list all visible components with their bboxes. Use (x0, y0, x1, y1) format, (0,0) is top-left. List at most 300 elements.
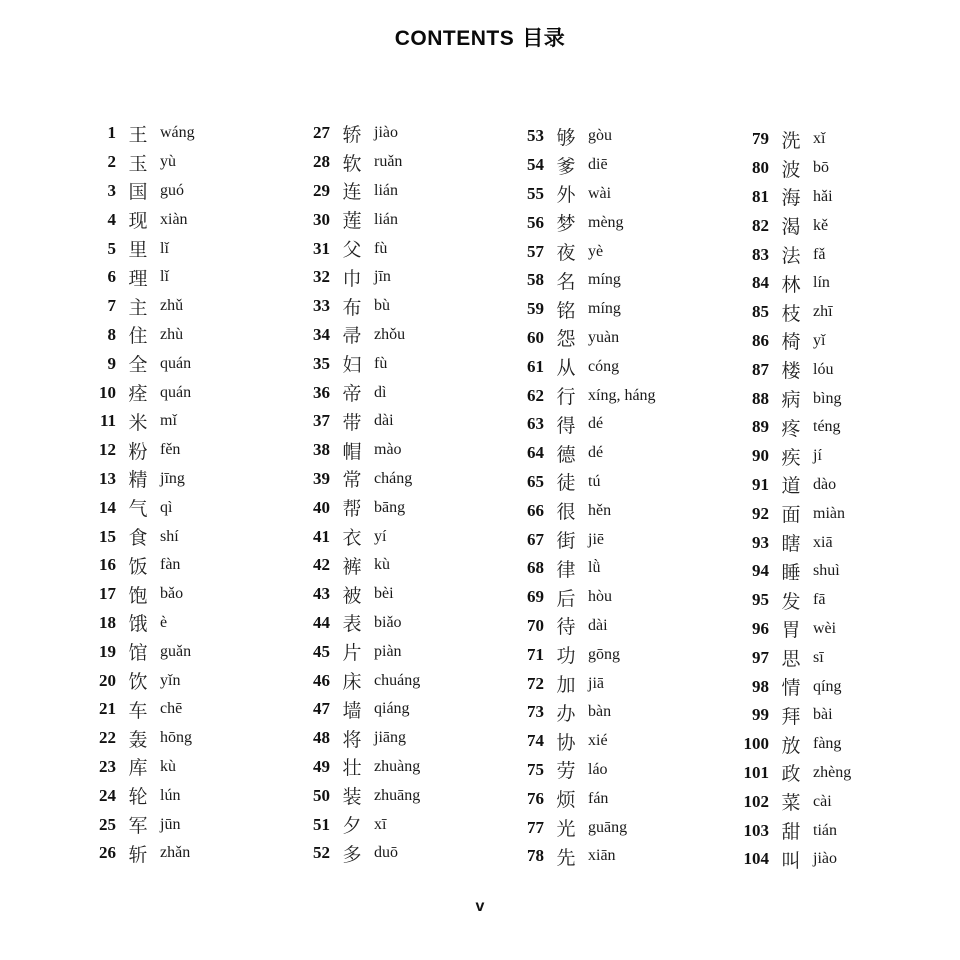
contents-entry (294, 580, 420, 609)
entry-number: 21 (99, 699, 116, 719)
entry-pinyin: bǎo (160, 585, 184, 603)
entry-number: 9 (107, 353, 116, 373)
entry-number: 70 (527, 615, 544, 635)
entry-character: 壮 (342, 757, 362, 780)
contents-entry (508, 122, 656, 151)
entry-number: 58 (527, 270, 544, 290)
entry-pinyin: jīng (160, 469, 185, 487)
entry-pinyin: xiā (813, 533, 833, 551)
entry-character: 瞎 (781, 533, 801, 556)
entry-number: 87 (752, 359, 769, 379)
entry-character: 里 (128, 239, 148, 262)
entry-pinyin: jí (813, 447, 822, 465)
entry-pinyin: yuàn (588, 328, 620, 346)
entry-number: 74 (527, 731, 544, 751)
entry-number: 36 (313, 382, 330, 402)
entry-pinyin: chuáng (374, 671, 421, 689)
entry-character: 理 (128, 267, 148, 290)
contents-entry (733, 413, 851, 442)
entry-character: 椅 (781, 331, 801, 354)
entry-pinyin: zhǔ (160, 297, 184, 315)
entry-pinyin: è (160, 613, 168, 631)
entry-pinyin: bō (813, 159, 829, 177)
contents-entry (508, 439, 656, 468)
entry-number: 7 (107, 296, 116, 316)
entry-number: 24 (99, 785, 116, 805)
entry-character: 菜 (781, 792, 801, 815)
entry-number: 52 (313, 843, 330, 863)
contents-entry (733, 240, 851, 269)
entry-number: 54 (527, 155, 544, 175)
entry-character: 装 (342, 786, 362, 809)
contents-entry (733, 528, 851, 557)
entry-number: 5 (107, 238, 116, 258)
contents-entry (733, 269, 851, 298)
entry-number: 4 (107, 209, 116, 229)
contents-entry (80, 263, 195, 292)
entry-character: 墙 (342, 699, 362, 722)
entry-number: 94 (752, 561, 769, 581)
entry-number: 95 (752, 590, 769, 610)
contents-entry (508, 237, 656, 266)
entry-pinyin: zhǎn (160, 844, 191, 862)
entry-pinyin: bài (813, 706, 833, 724)
entry-number: 90 (752, 446, 769, 466)
entry-pinyin: wáng (160, 124, 195, 142)
page-number: v (475, 898, 485, 915)
entry-character: 洗 (781, 129, 801, 152)
contents-entry (294, 234, 420, 263)
contents-entry (294, 263, 420, 292)
entry-pinyin: qì (160, 498, 173, 516)
entry-number: 15 (99, 526, 116, 546)
entry-number: 49 (313, 756, 330, 776)
entry-character: 全 (128, 354, 148, 377)
entry-number: 2 (107, 152, 116, 172)
entry-pinyin: piàn (374, 642, 402, 660)
entry-pinyin: bìng (813, 389, 842, 407)
contents-column-2 (294, 119, 420, 868)
entry-character: 国 (128, 181, 148, 204)
contents-entry (733, 557, 851, 586)
entry-character: 帽 (342, 440, 362, 463)
entry-number: 27 (313, 123, 330, 143)
contents-column-3 (508, 122, 656, 871)
entry-character: 莲 (342, 210, 362, 233)
entry-character: 轰 (128, 728, 148, 751)
entry-pinyin: yǐ (813, 331, 826, 349)
entry-pinyin: lún (160, 786, 181, 804)
entry-number: 64 (527, 443, 544, 463)
entry-number: 72 (527, 673, 544, 693)
entry-pinyin: lǜ (588, 559, 601, 577)
entry-character: 斩 (128, 843, 148, 866)
entry-number: 80 (752, 158, 769, 178)
contents-entry (508, 208, 656, 237)
contents-entry (508, 756, 656, 785)
entry-number: 55 (527, 183, 544, 203)
entry-character: 枝 (781, 302, 801, 325)
entry-number: 68 (527, 558, 544, 578)
contents-entry (80, 177, 195, 206)
contents-entry (508, 468, 656, 497)
contents-entry (733, 845, 851, 874)
contents-entry (733, 787, 851, 816)
entry-pinyin: xiān (588, 847, 616, 865)
entry-character: 放 (781, 734, 801, 757)
entry-character: 轮 (128, 786, 148, 809)
entry-number: 43 (313, 584, 330, 604)
contents-entry (294, 177, 420, 206)
entry-character: 先 (556, 846, 576, 869)
entry-number: 20 (99, 670, 116, 690)
contents-entry (80, 119, 195, 148)
entry-number: 63 (527, 414, 544, 434)
entry-number: 25 (99, 814, 116, 834)
entry-character: 情 (781, 677, 801, 700)
entry-number: 1 (107, 123, 116, 143)
entry-pinyin: lián (374, 210, 398, 228)
contents-entry (80, 234, 195, 263)
entry-pinyin: jūn (160, 815, 181, 833)
entry-character: 夜 (556, 242, 576, 265)
entry-number: 10 (99, 382, 116, 402)
entry-character: 协 (556, 731, 576, 754)
entry-number: 65 (527, 471, 544, 491)
entry-number: 16 (99, 555, 116, 575)
entry-pinyin: bù (374, 297, 390, 315)
entry-number: 22 (99, 728, 116, 748)
entry-number: 33 (313, 296, 330, 316)
entry-number: 61 (527, 356, 544, 376)
entry-number: 45 (313, 641, 330, 661)
contents-entry (294, 695, 420, 724)
contents-entry (733, 643, 851, 672)
contents-entry (80, 609, 195, 638)
entry-number: 12 (99, 440, 116, 460)
entry-character: 气 (128, 498, 148, 521)
entry-number: 39 (313, 468, 330, 488)
contents-entry (80, 292, 195, 321)
contents-entry (80, 321, 195, 350)
entry-pinyin: guāng (588, 818, 628, 836)
entry-character: 法 (781, 245, 801, 268)
contents-entry (80, 148, 195, 177)
entry-character: 饿 (128, 613, 148, 636)
contents-entry (294, 724, 420, 753)
entry-character: 办 (556, 702, 576, 725)
entry-pinyin: cóng (588, 357, 620, 375)
entry-character: 粉 (128, 440, 148, 463)
entry-pinyin: guǎn (160, 642, 192, 660)
contents-entry (294, 839, 420, 868)
contents-entry (294, 119, 420, 148)
entry-character: 外 (556, 184, 576, 207)
entry-character: 帚 (342, 325, 362, 348)
contents-entry (508, 381, 656, 410)
entry-character: 馆 (128, 642, 148, 665)
entry-character: 待 (556, 616, 576, 639)
entry-number: 50 (313, 785, 330, 805)
entry-pinyin: fā (813, 591, 826, 609)
entry-character: 主 (128, 296, 148, 319)
entry-character: 发 (781, 590, 801, 613)
contents-entry (294, 292, 420, 321)
entry-character: 胃 (781, 619, 801, 642)
contents-entry (733, 701, 851, 730)
entry-character: 加 (556, 674, 576, 697)
entry-number: 11 (99, 411, 116, 431)
contents-entry (508, 266, 656, 295)
entry-number: 48 (313, 728, 330, 748)
entry-character: 徒 (556, 472, 576, 495)
entry-number: 86 (752, 330, 769, 350)
entry-number: 98 (752, 676, 769, 696)
entry-character: 饭 (128, 555, 148, 578)
contents-entry (294, 551, 420, 580)
contents-entry (508, 525, 656, 554)
contents-entry (508, 698, 656, 727)
entry-character: 铭 (556, 299, 576, 322)
entry-character: 波 (781, 158, 801, 181)
entry-pinyin: kù (160, 757, 176, 775)
entry-character: 床 (342, 671, 362, 694)
entry-number: 23 (99, 756, 116, 776)
entry-character: 行 (556, 386, 576, 409)
entry-pinyin: wèi (813, 619, 837, 637)
entry-character: 思 (781, 648, 801, 671)
contents-entry (80, 637, 195, 666)
entry-character: 常 (342, 469, 362, 492)
entry-number: 75 (527, 759, 544, 779)
entry-number: 14 (99, 497, 116, 517)
entry-character: 疾 (781, 446, 801, 469)
contents-entry (294, 666, 420, 695)
contents-entry (294, 465, 420, 494)
contents-entry (733, 816, 851, 845)
entry-pinyin: quán (160, 383, 192, 401)
entry-pinyin: míng (588, 300, 621, 318)
contents-entry (294, 205, 420, 234)
contents-entry (294, 753, 420, 782)
entry-pinyin: dé (588, 444, 604, 462)
entry-character: 楼 (781, 360, 801, 383)
entry-pinyin: dì (374, 383, 387, 401)
entry-character: 轿 (342, 123, 362, 146)
contents-entry (294, 148, 420, 177)
entry-number: 77 (527, 817, 544, 837)
entry-pinyin: duō (374, 844, 398, 862)
entry-character: 帝 (342, 383, 362, 406)
entry-number: 6 (107, 267, 116, 287)
entry-pinyin: guó (160, 181, 184, 199)
entry-character: 面 (781, 504, 801, 527)
entry-pinyin: téng (813, 418, 841, 436)
contents-entry (508, 496, 656, 525)
entry-number: 19 (99, 641, 116, 661)
contents-entry (733, 442, 851, 471)
entry-number: 17 (99, 584, 116, 604)
entry-number: 41 (313, 526, 330, 546)
entry-character: 被 (342, 584, 362, 607)
entry-number: 53 (527, 126, 544, 146)
contents-entry (508, 727, 656, 756)
entry-number: 92 (752, 503, 769, 523)
entry-number: 18 (99, 612, 116, 632)
entry-pinyin: fán (588, 789, 609, 807)
entry-character: 玉 (128, 152, 148, 175)
entry-number: 83 (752, 244, 769, 264)
entry-pinyin: chē (160, 700, 183, 718)
entry-number: 89 (752, 417, 769, 437)
entry-pinyin: hòu (588, 588, 612, 606)
contents-entry (733, 672, 851, 701)
entry-pinyin: dài (374, 412, 394, 430)
entry-pinyin: quán (160, 354, 192, 372)
entry-number: 44 (313, 612, 330, 632)
contents-entry (733, 211, 851, 240)
entry-number: 84 (752, 273, 769, 293)
contents-entry (80, 522, 195, 551)
contents-entry (294, 522, 420, 551)
contents-entry (294, 493, 420, 522)
contents-entry (508, 784, 656, 813)
entry-character: 林 (781, 273, 801, 296)
entry-pinyin: bāng (374, 498, 406, 516)
entry-number: 82 (752, 215, 769, 235)
entry-number: 46 (313, 670, 330, 690)
contents-entry (733, 183, 851, 212)
contents-entry (80, 839, 195, 868)
entry-character: 夕 (342, 815, 362, 838)
entry-character: 拜 (781, 705, 801, 728)
entry-character: 痊 (128, 383, 148, 406)
entry-pinyin: dài (588, 616, 608, 634)
entry-character: 够 (556, 126, 576, 149)
entry-character: 道 (781, 475, 801, 498)
contents-entry (733, 154, 851, 183)
entry-character: 车 (128, 699, 148, 722)
entry-number: 26 (99, 843, 116, 863)
title-chinese: 目录 (522, 26, 566, 50)
entry-number: 59 (527, 299, 544, 319)
entry-pinyin: xié (588, 732, 608, 750)
entry-pinyin: kù (374, 556, 390, 574)
entry-number: 34 (313, 324, 330, 344)
entry-pinyin: hōng (160, 729, 192, 747)
contents-entry (508, 180, 656, 209)
contents-entry (80, 465, 195, 494)
entry-number: 79 (752, 129, 769, 149)
contents-entry (80, 666, 195, 695)
entry-number: 102 (743, 791, 769, 811)
entry-character: 甜 (781, 821, 801, 844)
entry-pinyin: xī (374, 815, 387, 833)
contents-entry (733, 298, 851, 327)
entry-character: 表 (342, 613, 362, 636)
entry-character: 很 (556, 501, 576, 524)
contents-entry (733, 730, 851, 759)
entry-pinyin: qiáng (374, 700, 410, 718)
entry-character: 片 (342, 642, 362, 665)
entry-number: 78 (527, 846, 544, 866)
entry-number: 51 (313, 814, 330, 834)
contents-column-4 (733, 125, 851, 874)
entry-pinyin: láo (588, 760, 608, 778)
entry-character: 现 (128, 210, 148, 233)
entry-character: 住 (128, 325, 148, 348)
entry-character: 政 (781, 763, 801, 786)
entry-pinyin: cháng (374, 469, 413, 487)
entry-character: 食 (128, 527, 148, 550)
entry-pinyin: yù (160, 153, 176, 171)
entry-number: 93 (752, 532, 769, 552)
entry-pinyin: xiàn (160, 210, 188, 228)
entry-pinyin: bàn (588, 703, 612, 721)
entry-pinyin: jiē (588, 530, 604, 548)
entry-number: 32 (313, 267, 330, 287)
contents-entry (508, 352, 656, 381)
entry-pinyin: tú (588, 472, 601, 490)
contents-entry (80, 205, 195, 234)
title-english: CONTENTS (394, 27, 515, 50)
entry-pinyin: lǐ (160, 268, 169, 286)
contents-entry (80, 407, 195, 436)
entry-pinyin: gòu (588, 127, 612, 145)
entry-pinyin: lián (374, 181, 398, 199)
entry-character: 军 (128, 815, 148, 838)
entry-character: 律 (556, 558, 576, 581)
entry-pinyin: gōng (588, 645, 620, 663)
entry-pinyin: zhèng (813, 763, 852, 781)
contents-entry (80, 580, 195, 609)
entry-pinyin: zhù (160, 325, 184, 343)
contents-entry (294, 407, 420, 436)
contents-column-1 (80, 119, 195, 868)
entry-pinyin: xǐ (813, 130, 826, 148)
contents-entry (80, 781, 195, 810)
entry-pinyin: diē (588, 156, 608, 174)
entry-pinyin: yǐn (160, 671, 181, 689)
entry-pinyin: lín (813, 274, 830, 292)
contents-entry (508, 410, 656, 439)
entry-pinyin: míng (588, 271, 621, 289)
entry-character: 睡 (781, 561, 801, 584)
entry-character: 带 (342, 411, 362, 434)
entry-pinyin: fǎ (813, 245, 826, 263)
entry-character: 光 (556, 818, 576, 841)
contents-entry (80, 724, 195, 753)
entry-character: 德 (556, 443, 576, 466)
entry-pinyin: fù (374, 354, 388, 372)
entry-number: 69 (527, 587, 544, 607)
entry-pinyin: hǎi (813, 187, 833, 205)
contents-entry (508, 640, 656, 669)
entry-number: 37 (313, 411, 330, 431)
entry-number: 81 (752, 186, 769, 206)
entry-number: 66 (527, 500, 544, 520)
entry-pinyin: jīn (374, 268, 391, 286)
entry-number: 71 (527, 644, 544, 664)
contents-entry (733, 586, 851, 615)
contents-entry (294, 609, 420, 638)
entry-character: 功 (556, 645, 576, 668)
entry-pinyin: fù (374, 239, 388, 257)
entry-character: 巾 (342, 267, 362, 290)
entry-pinyin: zhuàng (374, 757, 421, 775)
entry-pinyin: shuì (813, 562, 840, 580)
entry-pinyin: hěn (588, 501, 612, 519)
